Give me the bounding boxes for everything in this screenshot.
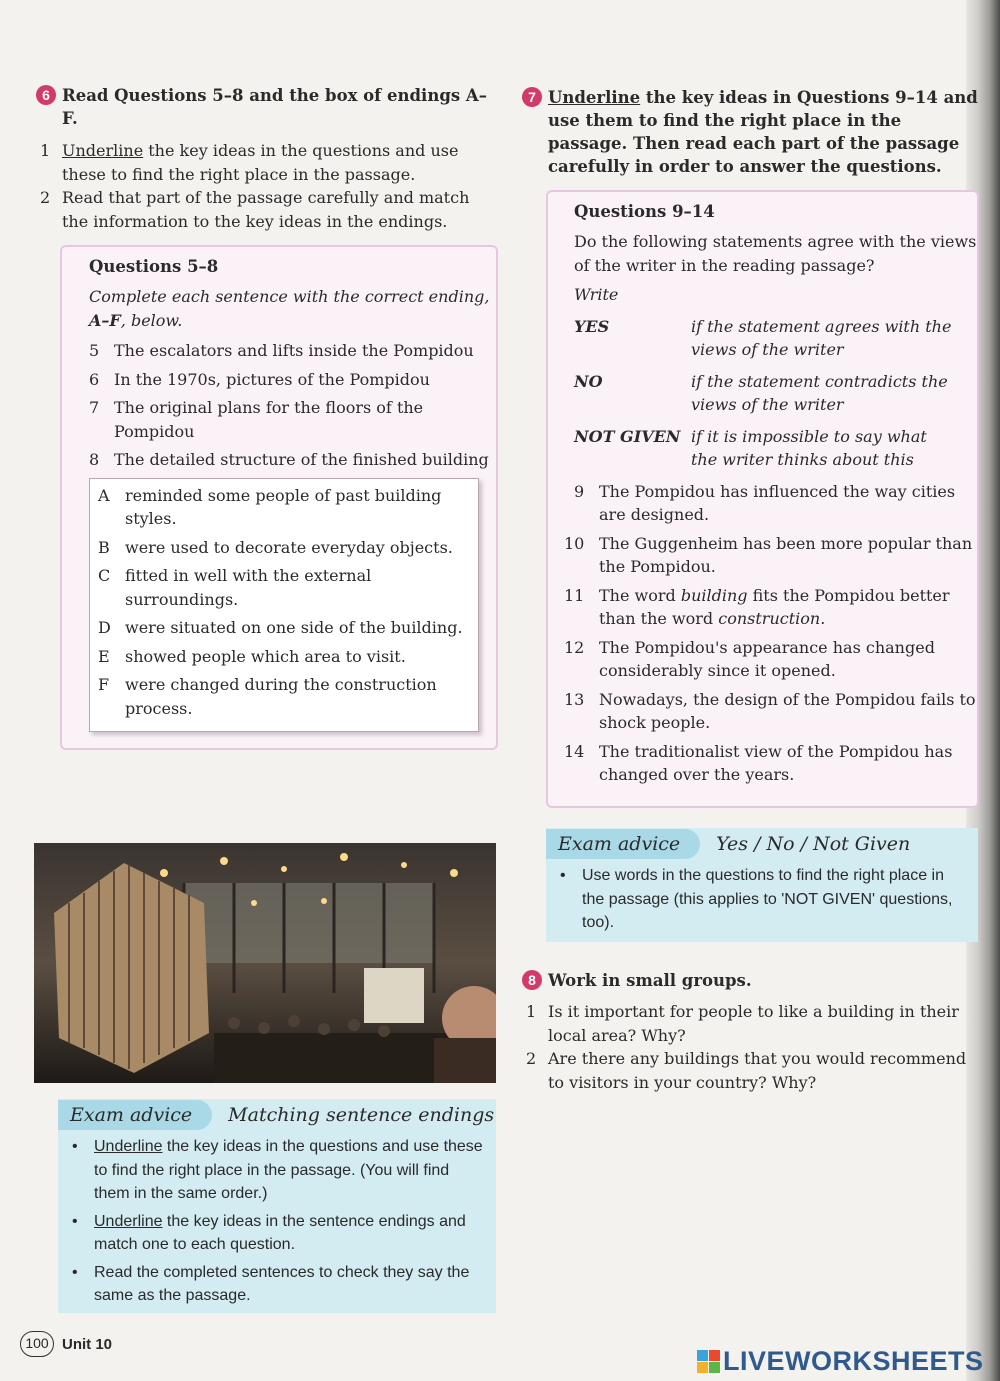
ending-item: F were changed during the construction process.: [98, 675, 437, 718]
task-8-title: Work in small groups.: [548, 971, 752, 990]
logo-grid-icon: [697, 1350, 720, 1373]
ending-item: A reminded some people of past building styles.: [98, 485, 442, 528]
box-instruction: Complete each sentence with the correct ending, A–F, below.: [89, 287, 490, 330]
task-6-heading: [36, 84, 498, 130]
task-number-badge: 6: [36, 85, 56, 105]
advice-item: • Underline the key ideas in the sentence endings and match one to each question.: [72, 1212, 466, 1253]
write-label: Write: [574, 285, 619, 304]
questions-5-8-box: [60, 245, 498, 750]
photo-illustration: [34, 843, 496, 1083]
ending-item: D were situated on one side of the building.: [98, 618, 463, 637]
ending-item: C fitted in well with the external surroundings.: [98, 566, 372, 609]
question-list: [89, 339, 496, 472]
exam-advice-title: Yes / No / Not Given: [716, 833, 911, 855]
page-footer: [20, 1331, 112, 1357]
statement-item: 14 The traditionalist view of the Pompidou has changed over the years.: [564, 741, 953, 784]
task-8-steps: [522, 1000, 972, 1094]
advice-item: • Underline the key ideas in the questions and use these to find the right place in the passage. (You will find them in the same order.): [72, 1138, 483, 1202]
questions-9-14-box: [546, 190, 979, 808]
task-6-title: Read Questions 5–8 and the box of endings A–F.: [62, 86, 487, 128]
question-item: 7 The original plans for the floors of the Pompidou: [89, 398, 424, 441]
statement-item: 13 Nowadays, the design of the Pompidou fails to shock people.: [564, 689, 976, 732]
task-8-heading: [522, 969, 972, 992]
statement-item: 10 The Guggenheim has been more popular than the Pompidou.: [564, 533, 973, 576]
advice-list: [546, 860, 978, 947]
exam-advice-yes-no: [546, 828, 978, 942]
exam-advice-title: Matching sentence endings: [228, 1104, 495, 1126]
option-row: YES if the statement agrees with the views of the writer: [574, 316, 952, 359]
exam-advice-tag: Exam advice: [58, 1100, 212, 1130]
task-number-badge: 7: [522, 87, 542, 107]
step-item: 1 Is it important for people to like a building in their local area? Why?: [526, 1002, 959, 1045]
page-number: 100: [20, 1331, 54, 1357]
box-title: Questions 9–14: [574, 202, 715, 221]
pompidou-interior-photo: [34, 843, 496, 1083]
logo-text: LIVEWORKSHEETS: [723, 1346, 984, 1376]
ending-item: B were used to decorate everyday objects.: [98, 537, 453, 557]
box-instruction: Do the following statements agree with the views of the writer in the reading passage?: [574, 232, 977, 275]
task-7-title: Underline the key ideas in Questions 9–14 and use them to find the right place in the passage. Then read each part of the passage carefully in order to answer the questions.: [548, 88, 978, 176]
question-item: 6 In the 1970s, pictures of the Pompidou: [89, 369, 430, 389]
statement-item: 9 The Pompidou has influenced the way cities are designed.: [574, 481, 956, 524]
advice-list: [58, 1131, 496, 1320]
option-row: NOT GIVEN if it is impossible to say what the writer thinks about this: [574, 426, 927, 469]
task-6-steps: [36, 139, 498, 233]
statement-item: 12 The Pompidou's appearance has changed considerably since it opened.: [564, 637, 935, 680]
step-item: 2 Are there any buildings that you would recommend to visitors in your country? Why?: [526, 1049, 967, 1092]
statement-list: [564, 480, 977, 787]
endings-box: [89, 478, 479, 733]
task-8: [522, 969, 972, 1094]
task-number-badge: 8: [522, 970, 542, 990]
step-item: 2 Read that part of the passage carefully and match the information to the key ideas in the endings.: [40, 188, 470, 231]
box-title: Questions 5–8: [89, 257, 219, 276]
ending-item: E showed people which area to visit.: [98, 646, 406, 666]
option-row: NO if the statement contradicts the views of the writer: [574, 371, 948, 414]
exam-advice-tag: Exam advice: [546, 829, 700, 859]
unit-label: Unit 10: [62, 1335, 113, 1353]
statement-item: 11 The word building fits the Pompidou better than the word construction.: [564, 585, 950, 628]
exam-advice-matching: [58, 1099, 496, 1313]
right-column: [522, 86, 984, 808]
left-column: [36, 84, 498, 750]
step-item: 1 Underline the key ideas in the questions and use these to find the right place in the passage.: [40, 141, 459, 184]
advice-item: • Read the completed sentences to check they say the same as the passage.: [72, 1263, 470, 1304]
liveworksheets-logo[interactable]: [697, 1346, 984, 1377]
advice-item: • Use words in the questions to find the right place in the passage (this applies to 'NOT GIVEN' questions, too).: [560, 867, 953, 931]
question-item: 8 The detailed structure of the finished building: [89, 450, 489, 469]
question-item: 5 The escalators and lifts inside the Pompidou: [89, 341, 474, 360]
answer-options: [574, 315, 977, 472]
task-7-heading: [522, 86, 984, 178]
